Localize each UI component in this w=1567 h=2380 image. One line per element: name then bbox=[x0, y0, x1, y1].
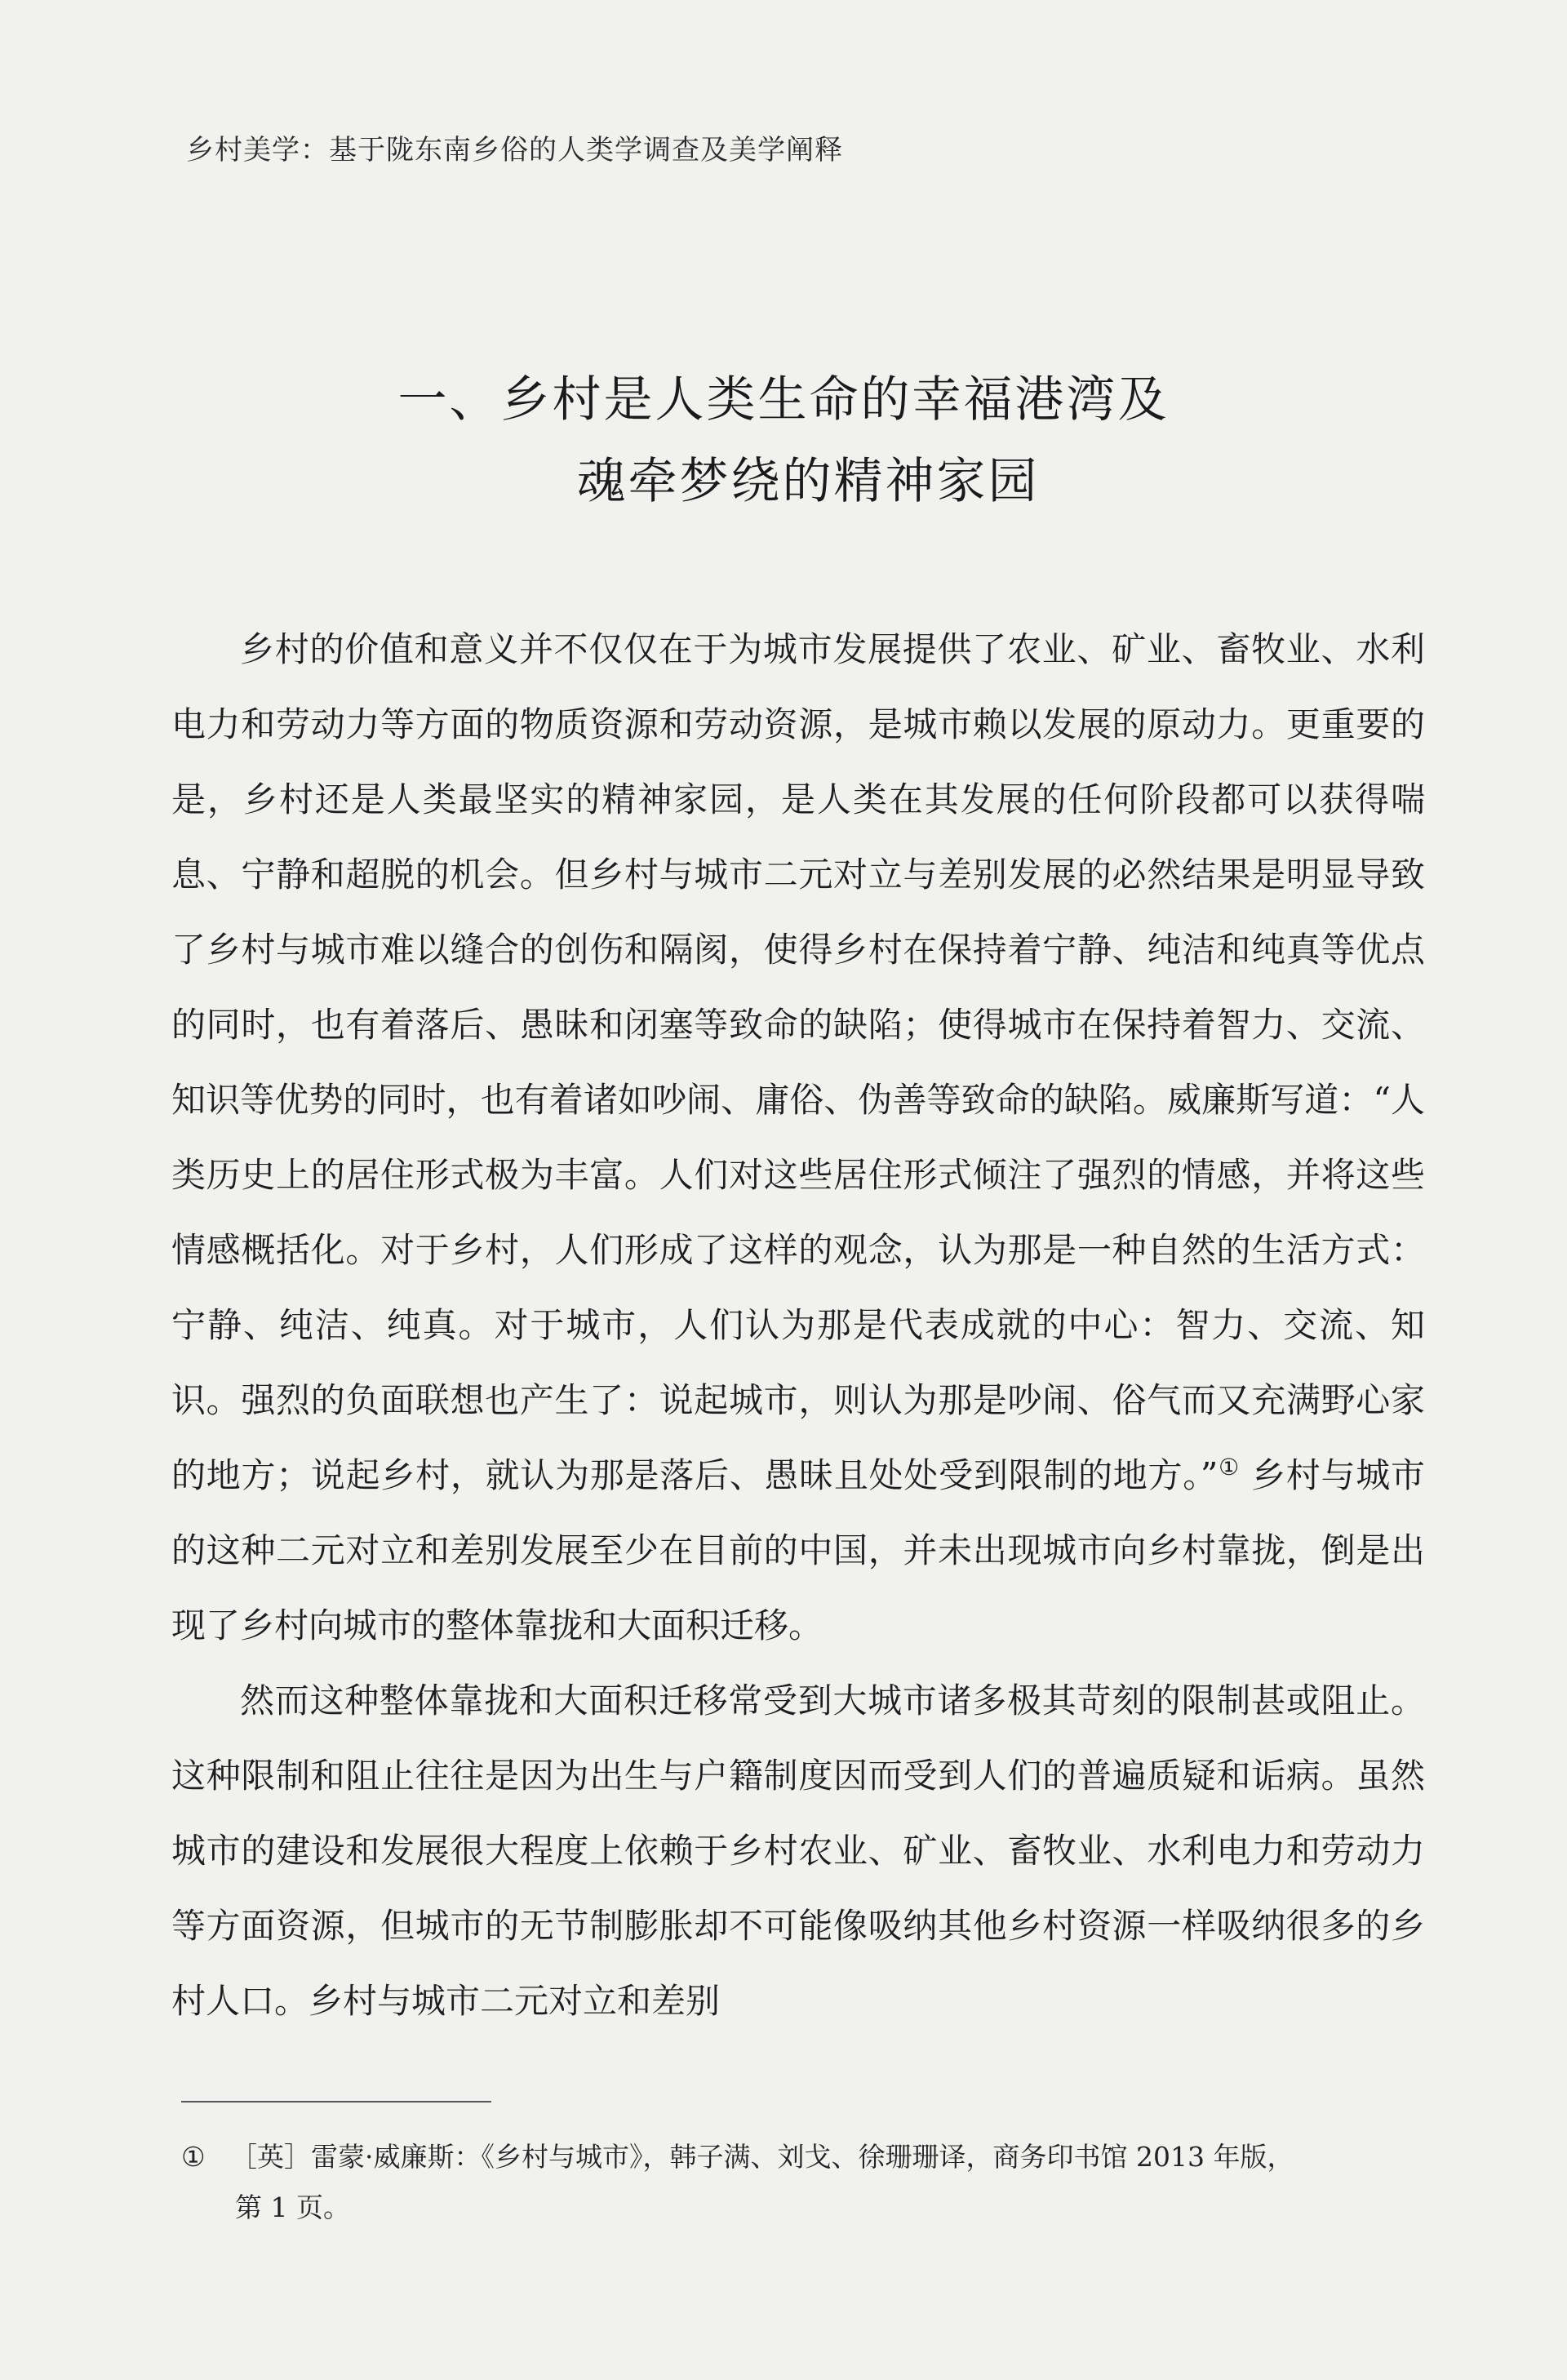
footnote-text-line-2: 第 1 页。 bbox=[235, 2191, 350, 2223]
running-header: 乡村美学：基于陇东南乡俗的人类学调查及美学阐释 bbox=[186, 134, 843, 167]
section-title-line-1: 一、乡村是人类生命的幸福港湾及 bbox=[397, 371, 1170, 428]
paragraph-1 bbox=[171, 612, 1425, 1663]
footnote-mark: ① bbox=[181, 2141, 206, 2173]
footnote-divider bbox=[181, 2101, 491, 2102]
footnote-reference[interactable]: ① bbox=[1218, 1454, 1240, 1481]
paragraph-2: 然而这种整体靠拢和大面积迁移常受到大城市诸多极其苛刻的限制甚或阻止。这种限制和阻止往往是因为出生与户籍制度因而受到人们的普遍质疑和诟病。虽然城市的建设和发展很大程度上依赖于乡村农业、矿业、畜牧业、水利电力和劳动力等方面资源，但城市的无节制膨胀却不可能像吸纳其他乡村资源一样吸纳很多的乡村人口。乡村与城市二元对立和差别 bbox=[171, 1681, 1425, 2021]
paragraph-1-text: 乡村的价值和意义并不仅仅在于为城市发展提供了农业、矿业、畜牧业、水利电力和劳动力等方面的物质资源和劳动资源，是城市赖以发展的原动力。更重要的是，乡村还是人类最坚实的精神家园，是人类在其发展的任何阶段都可以获得喘息、宁静和超脱的机会。但乡村与城市二元对立与差别发展的必然结果是明显导致了乡村与城市难以缝合的创伤和隔阂，使得乡村在保持着宁静、纯洁和纯真等优点的同时，也有着落后、愚昧和闭塞等致命的缺陷；使得城市在保持着智力、交流、知识等优势的同时，也有着诸如吵闹、庸俗、伪善等致命的缺陷。威廉斯写道：“人类历史上的居住形式极为丰富。人们对这些居住形式倾注了强烈的情感，并将这些情感概括化。对于乡村，人们形成了这样的观念，认为那是一种自然的生活方式：宁静、纯洁、纯真。对于城市，人们认为那是代表成就的中心：智力、交流、知识。强烈的负面联想也产生了：说起城市，则认为那是吵闹、俗气而又充满野心家的地方；说起乡村，就认为那是落后、愚昧且处处受到限制的地方。” bbox=[171, 629, 1425, 1495]
paragraph-1-continuation: 乡村与城市的这种二元对立和差别发展至少在目前的中国，并未出现城市向乡村靠拢，倒是出现了乡村向城市的整体靠拢和大面积迁移。 bbox=[171, 1455, 1425, 1645]
body-text bbox=[171, 612, 1425, 2039]
section-title bbox=[0, 359, 1567, 522]
footnote bbox=[181, 2132, 1425, 2233]
footnote-text-line-1: ［英］雷蒙·威廉斯：《乡村与城市》，韩子满、刘戈、徐珊珊译，商务印书馆 2013 年版， bbox=[230, 2141, 1294, 2173]
section-title-line-2: 魂牵梦绕的精神家园 bbox=[576, 453, 1040, 510]
